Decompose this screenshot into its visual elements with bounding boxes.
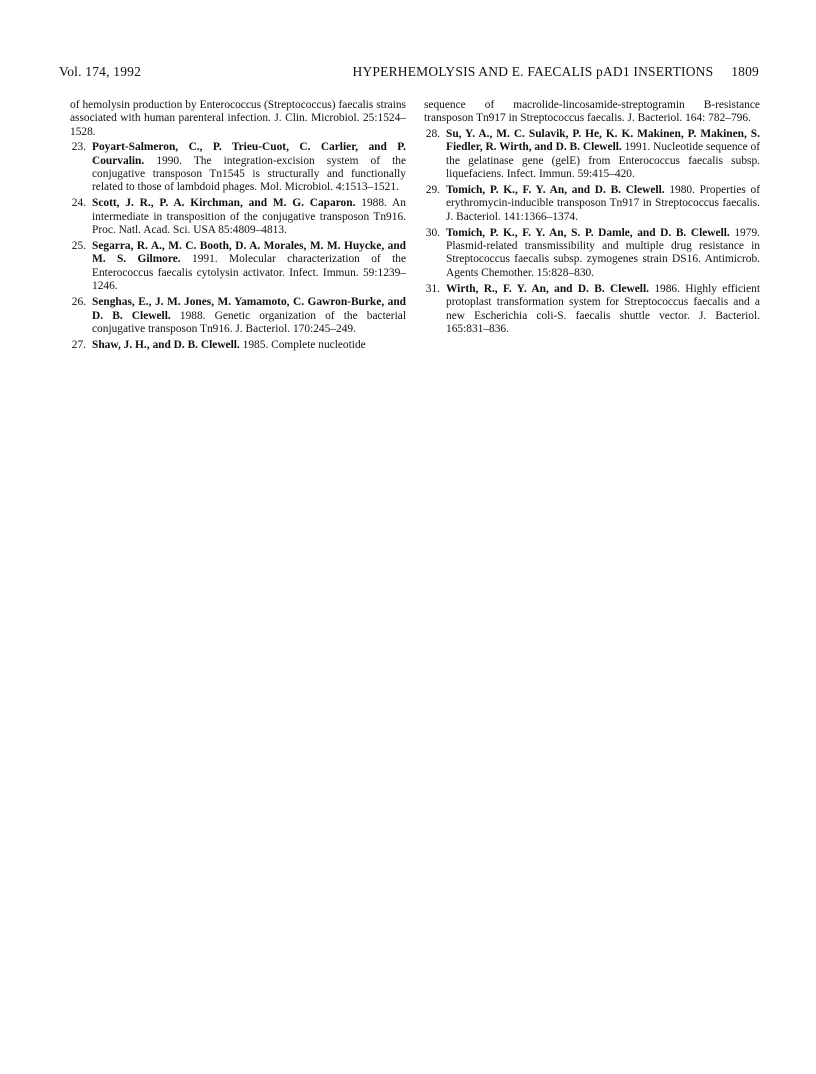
reference-details: 1988. An intermediate in transposition of the conjugative transposon Tn916. Proc. Natl. Acad. Sci. USA 85:4809–4813. <box>92 197 406 237</box>
reference-authors: Wirth, R., F. Y. An, and D. B. Clewell. <box>446 282 649 295</box>
running-title: HYPERHEMOLYSIS AND E. FAECALIS pAD1 INSERTIONS 1809 <box>352 64 759 79</box>
reference-details: 1985. Complete nucleotide <box>242 338 366 351</box>
reference-number: 30. <box>425 226 440 239</box>
reference-number: 29. <box>425 183 440 196</box>
reference-26 <box>70 296 406 336</box>
reference-30 <box>424 227 760 281</box>
reference-24 <box>70 197 406 237</box>
reference-details: 1990. The integration-excision system of the conjugative transposon Tn1545 is structurally and functionally related to those of lambdoid phages. Mol. Microbiol. 4:1513–1521. <box>92 154 406 194</box>
reference-authors: Segarra, R. A., M. C. Booth, D. A. Morales, M. M. Huycke, and M. S. Gilmore. <box>92 240 406 266</box>
reference-details: 1991. Molecular characterization of the Enterococcus faecalis cytolysin activator. Infect. Immun. 59:1239–1246. <box>92 253 406 293</box>
reference-number: 26. <box>71 296 86 309</box>
reference-details: 1986. Highly efficient protoplast transformation system for Streptococcus faecalis and a new Escherichia coli-S. faecalis shuttle vector. J. Bacteriol. 165:831–836. <box>446 282 761 335</box>
reference-details: 1988. Genetic organization of the bacterial conjugative transposon Tn916. J. Bacteriol. 170:245–249. <box>92 309 406 335</box>
right-column <box>424 99 760 339</box>
reference-authors: Su, Y. A., M. C. Sulavik, P. He, K. K. Makinen, P. Makinen, S. Fiedler, R. Wirth, and D. B. Clewell. <box>446 127 760 154</box>
reference-continuation: of hemolysin production by Enterococcus (Streptococcus) faecalis strains associated with human parenteral infection. J. Clin. Microbiol. 25:1524–1528. <box>70 99 406 138</box>
reference-authors: Senghas, E., J. M. Jones, M. Yamamoto, C. Gawron-Burke, and D. B. Clewell. <box>92 296 406 322</box>
running-header <box>59 64 759 82</box>
reference-authors: Scott, J. R., P. A. Kirchman, and M. G. Caparon. <box>92 197 356 210</box>
reference-details: 1979. Plasmid-related transmissibility and multiple drug resistance in Streptococcus faecalis subsp. zymogenes strain DS16. Antimicrob. Agents Chemother. 15:828–830. <box>446 226 760 279</box>
reference-authors: Tomich, P. K., F. Y. An, S. P. Damle, and D. B. Clewell. <box>446 226 730 239</box>
reference-continuation: sequence of macrolide-lincosamide-streptogramin B-resistance transposon Tn917 in Streptococcus faecalis. J. Bacteriol. 164: 782–796. <box>424 99 760 125</box>
journal-volume: Vol. 174, 1992 <box>59 64 142 79</box>
reference-25 <box>70 240 406 294</box>
reference-28 <box>424 128 760 182</box>
reference-number: 24. <box>71 197 86 210</box>
reference-number: 31. <box>425 282 440 295</box>
reference-number: 23. <box>71 141 86 154</box>
reference-number: 25. <box>71 240 86 253</box>
reference-authors: Poyart-Salmeron, C., P. Trieu-Cuot, C. Carlier, and P. Courvalin. <box>92 141 406 167</box>
reference-number: 27. <box>71 338 86 351</box>
reference-details: 1991. Nucleotide sequence of the gelatinase gene (gelE) from Enterococcus faecalis subsp. liquefaciens. Infect. Immun. 59:415–420. <box>446 141 760 181</box>
reference-authors: Tomich, P. K., F. Y. An, and D. B. Clewell. <box>446 183 665 196</box>
reference-23 <box>70 141 406 195</box>
reference-27 <box>70 339 406 352</box>
reference-31 <box>424 283 760 337</box>
reference-number: 28. <box>425 127 440 140</box>
reference-authors: Shaw, J. H., and D. B. Clewell. <box>92 338 240 351</box>
reference-29 <box>424 184 760 224</box>
left-column <box>70 99 406 355</box>
reference-details: 1980. Properties of erythromycin-inducible transposon Tn917 in Streptococcus faecalis. J. Bacteriol. 141:1366–1374. <box>446 183 760 223</box>
